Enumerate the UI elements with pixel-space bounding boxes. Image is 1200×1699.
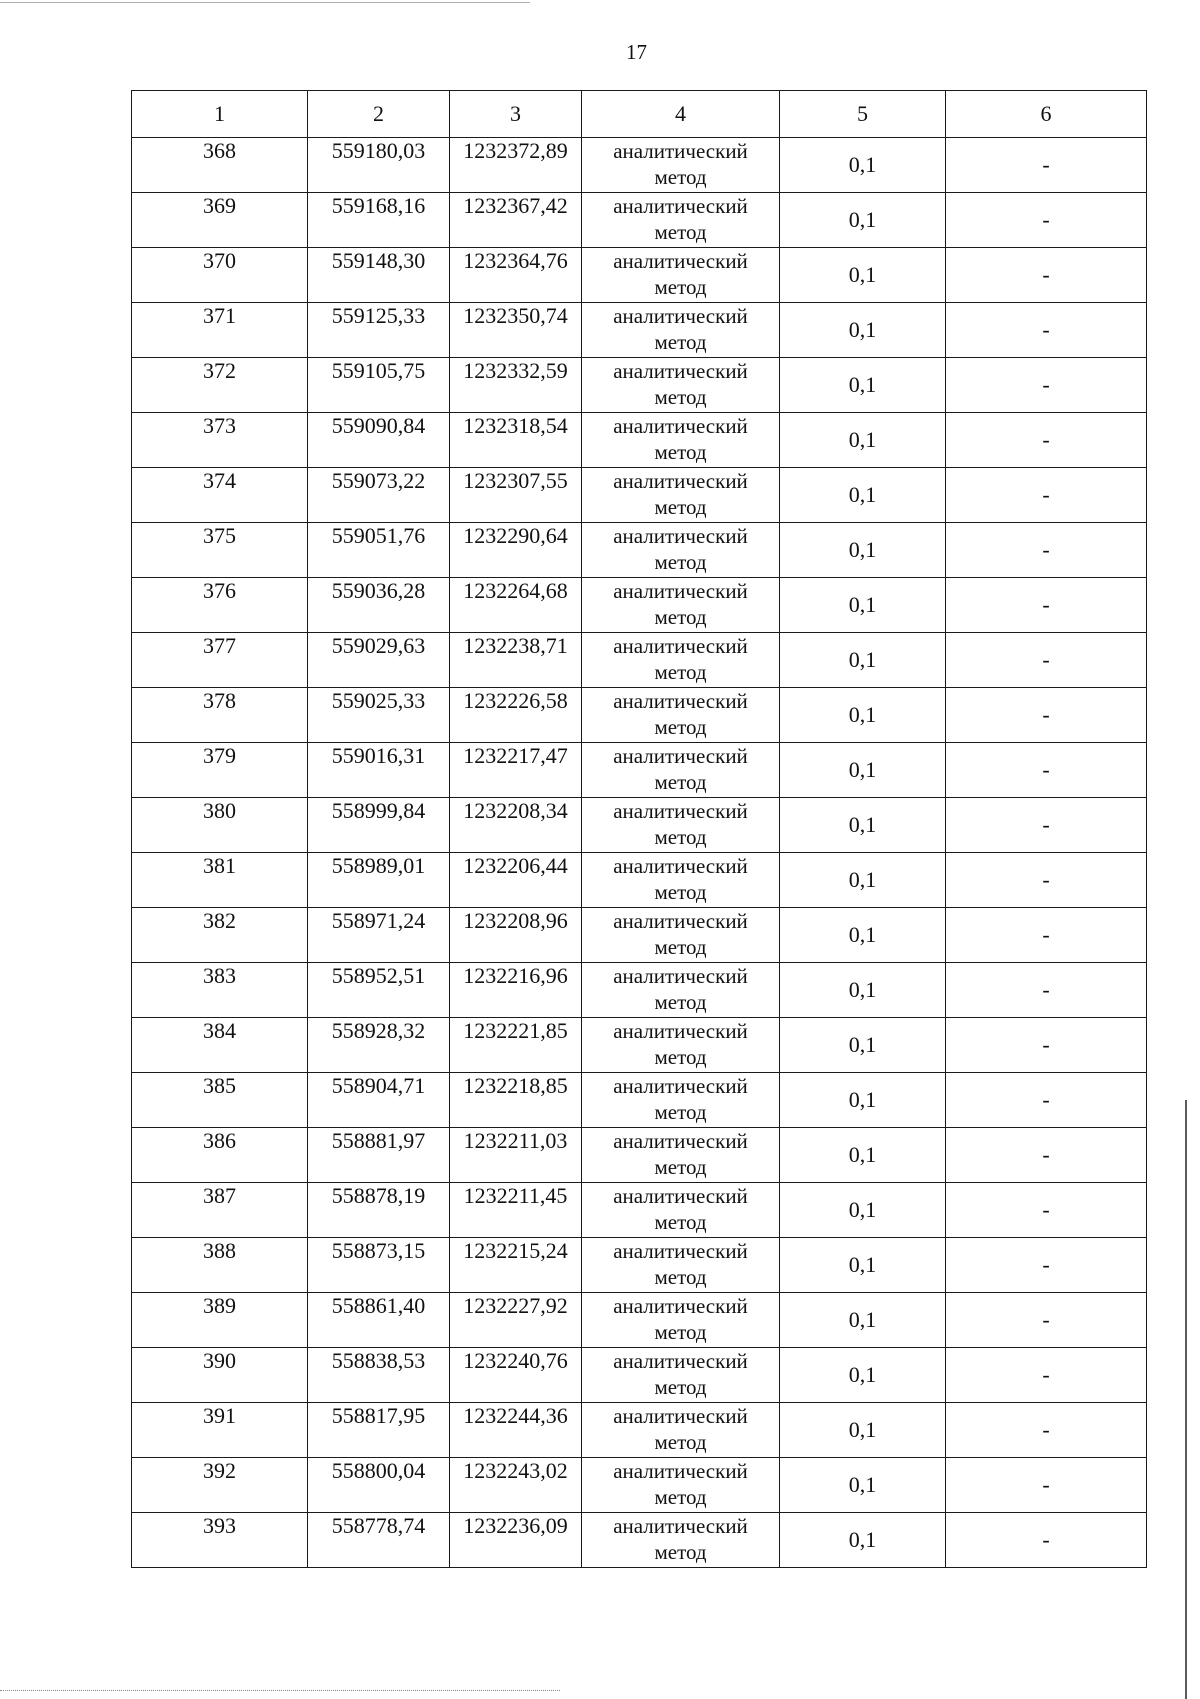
scan-edge-top xyxy=(0,2,530,3)
y-coordinate-cell: 1232243,02 xyxy=(450,1458,582,1513)
method-line-2: метод xyxy=(654,990,707,1014)
table-row xyxy=(132,413,1147,468)
method-line-1: аналитический xyxy=(613,964,748,988)
note-cell: - xyxy=(946,1018,1147,1073)
x-coordinate-cell: 559105,75 xyxy=(308,358,450,413)
method-line-2: метод xyxy=(654,1430,707,1454)
method-line-1: аналитический xyxy=(613,1459,748,1483)
accuracy-cell: 0,1 xyxy=(780,1403,946,1458)
x-coordinate-cell: 559025,33 xyxy=(308,688,450,743)
method-line-1: аналитический xyxy=(613,909,748,933)
note-cell: - xyxy=(946,1183,1147,1238)
method-cell xyxy=(582,248,780,303)
method-line-1: аналитический xyxy=(613,1074,748,1098)
method-line-1: аналитический xyxy=(613,359,748,383)
note-cell: - xyxy=(946,138,1147,193)
method-cell xyxy=(582,963,780,1018)
note-cell: - xyxy=(946,1458,1147,1513)
method-line-2: метод xyxy=(654,935,707,959)
table-row xyxy=(132,303,1147,358)
header-row xyxy=(132,91,1147,138)
method-line-2: метод xyxy=(654,1045,707,1069)
method-line-2: метод xyxy=(654,1320,707,1344)
point-number-cell: 386 xyxy=(132,1128,308,1183)
table-row xyxy=(132,358,1147,413)
x-coordinate-cell: 558971,24 xyxy=(308,908,450,963)
table-row xyxy=(132,1513,1147,1568)
method-line-1: аналитический xyxy=(613,744,748,768)
y-coordinate-cell: 1232208,34 xyxy=(450,798,582,853)
table-row xyxy=(132,248,1147,303)
accuracy-cell: 0,1 xyxy=(780,578,946,633)
accuracy-cell: 0,1 xyxy=(780,1073,946,1128)
point-number-cell: 391 xyxy=(132,1403,308,1458)
note-cell: - xyxy=(946,578,1147,633)
method-line-2: метод xyxy=(654,1265,707,1289)
y-coordinate-cell: 1232307,55 xyxy=(450,468,582,523)
table-row xyxy=(132,523,1147,578)
table-row xyxy=(132,963,1147,1018)
note-cell: - xyxy=(946,633,1147,688)
scan-edge-bottom xyxy=(0,1690,560,1692)
accuracy-cell: 0,1 xyxy=(780,798,946,853)
y-coordinate-cell: 1232211,45 xyxy=(450,1183,582,1238)
y-coordinate-cell: 1232221,85 xyxy=(450,1018,582,1073)
y-coordinate-cell: 1232236,09 xyxy=(450,1513,582,1568)
x-coordinate-cell: 558817,95 xyxy=(308,1403,450,1458)
method-cell xyxy=(582,743,780,798)
method-line-1: аналитический xyxy=(613,1129,748,1153)
accuracy-cell: 0,1 xyxy=(780,908,946,963)
method-line-1: аналитический xyxy=(613,1349,748,1373)
table-body xyxy=(132,138,1147,1568)
method-cell xyxy=(582,193,780,248)
method-line-2: метод xyxy=(654,605,707,629)
note-cell: - xyxy=(946,963,1147,1018)
method-cell xyxy=(582,303,780,358)
accuracy-cell: 0,1 xyxy=(780,1513,946,1568)
method-cell xyxy=(582,1293,780,1348)
accuracy-cell: 0,1 xyxy=(780,633,946,688)
point-number-cell: 387 xyxy=(132,1183,308,1238)
x-coordinate-cell: 558838,53 xyxy=(308,1348,450,1403)
x-coordinate-cell: 559051,76 xyxy=(308,523,450,578)
table-row xyxy=(132,1403,1147,1458)
accuracy-cell: 0,1 xyxy=(780,743,946,798)
accuracy-cell: 0,1 xyxy=(780,1348,946,1403)
point-number-cell: 393 xyxy=(132,1513,308,1568)
note-cell: - xyxy=(946,853,1147,908)
x-coordinate-cell: 558873,15 xyxy=(308,1238,450,1293)
x-coordinate-cell: 559180,03 xyxy=(308,138,450,193)
note-cell: - xyxy=(946,1128,1147,1183)
method-line-1: аналитический xyxy=(613,194,748,218)
y-coordinate-cell: 1232290,64 xyxy=(450,523,582,578)
note-cell: - xyxy=(946,468,1147,523)
method-line-2: метод xyxy=(654,385,707,409)
header-col-6: 6 xyxy=(946,91,1147,138)
method-cell xyxy=(582,908,780,963)
method-cell xyxy=(582,523,780,578)
method-line-2: метод xyxy=(654,660,707,684)
table-row xyxy=(132,908,1147,963)
method-line-2: метод xyxy=(654,165,707,189)
y-coordinate-cell: 1232206,44 xyxy=(450,853,582,908)
table-row xyxy=(132,688,1147,743)
table-row xyxy=(132,578,1147,633)
method-cell xyxy=(582,413,780,468)
method-cell xyxy=(582,1238,780,1293)
x-coordinate-cell: 558952,51 xyxy=(308,963,450,1018)
x-coordinate-cell: 559036,28 xyxy=(308,578,450,633)
point-number-cell: 377 xyxy=(132,633,308,688)
accuracy-cell: 0,1 xyxy=(780,138,946,193)
x-coordinate-cell: 558999,84 xyxy=(308,798,450,853)
point-number-cell: 376 xyxy=(132,578,308,633)
point-number-cell: 373 xyxy=(132,413,308,468)
note-cell: - xyxy=(946,193,1147,248)
x-coordinate-cell: 559168,16 xyxy=(308,193,450,248)
y-coordinate-cell: 1232215,24 xyxy=(450,1238,582,1293)
table-row xyxy=(132,853,1147,908)
method-line-1: аналитический xyxy=(613,634,748,658)
method-line-1: аналитический xyxy=(613,799,748,823)
point-number-cell: 385 xyxy=(132,1073,308,1128)
x-coordinate-cell: 558904,71 xyxy=(308,1073,450,1128)
method-cell xyxy=(582,1513,780,1568)
method-line-1: аналитический xyxy=(613,1294,748,1318)
point-number-cell: 375 xyxy=(132,523,308,578)
note-cell: - xyxy=(946,358,1147,413)
method-line-1: аналитический xyxy=(613,579,748,603)
method-line-2: метод xyxy=(654,275,707,299)
note-cell: - xyxy=(946,908,1147,963)
point-number-cell: 381 xyxy=(132,853,308,908)
note-cell: - xyxy=(946,743,1147,798)
method-cell xyxy=(582,853,780,908)
header-col-3: 3 xyxy=(450,91,582,138)
accuracy-cell: 0,1 xyxy=(780,1293,946,1348)
accuracy-cell: 0,1 xyxy=(780,193,946,248)
accuracy-cell: 0,1 xyxy=(780,413,946,468)
method-line-2: метод xyxy=(654,880,707,904)
method-line-2: метод xyxy=(654,1375,707,1399)
x-coordinate-cell: 558928,32 xyxy=(308,1018,450,1073)
method-line-1: аналитический xyxy=(613,854,748,878)
method-cell xyxy=(582,468,780,523)
note-cell: - xyxy=(946,413,1147,468)
note-cell: - xyxy=(946,1348,1147,1403)
y-coordinate-cell: 1232240,76 xyxy=(450,1348,582,1403)
y-coordinate-cell: 1232318,54 xyxy=(450,413,582,468)
x-coordinate-cell: 558800,04 xyxy=(308,1458,450,1513)
method-cell xyxy=(582,1458,780,1513)
method-line-2: метод xyxy=(654,1210,707,1234)
x-coordinate-cell: 558881,97 xyxy=(308,1128,450,1183)
note-cell: - xyxy=(946,523,1147,578)
method-cell xyxy=(582,633,780,688)
method-line-2: метод xyxy=(654,1155,707,1179)
method-line-1: аналитический xyxy=(613,1184,748,1208)
point-number-cell: 378 xyxy=(132,688,308,743)
y-coordinate-cell: 1232208,96 xyxy=(450,908,582,963)
y-coordinate-cell: 1232350,74 xyxy=(450,303,582,358)
method-line-2: метод xyxy=(654,495,707,519)
method-line-1: аналитический xyxy=(613,249,748,273)
table-row xyxy=(132,1073,1147,1128)
x-coordinate-cell: 559125,33 xyxy=(308,303,450,358)
note-cell: - xyxy=(946,798,1147,853)
note-cell: - xyxy=(946,688,1147,743)
y-coordinate-cell: 1232367,42 xyxy=(450,193,582,248)
point-number-cell: 384 xyxy=(132,1018,308,1073)
method-cell xyxy=(582,1128,780,1183)
header-col-4: 4 xyxy=(582,91,780,138)
table-row xyxy=(132,1128,1147,1183)
method-line-1: аналитический xyxy=(613,414,748,438)
method-cell xyxy=(582,1403,780,1458)
x-coordinate-cell: 558878,19 xyxy=(308,1183,450,1238)
x-coordinate-cell: 559148,30 xyxy=(308,248,450,303)
accuracy-cell: 0,1 xyxy=(780,853,946,908)
point-number-cell: 392 xyxy=(132,1458,308,1513)
method-line-2: метод xyxy=(654,550,707,574)
y-coordinate-cell: 1232218,85 xyxy=(450,1073,582,1128)
point-number-cell: 389 xyxy=(132,1293,308,1348)
method-cell xyxy=(582,138,780,193)
method-cell xyxy=(582,578,780,633)
table-row xyxy=(132,798,1147,853)
point-number-cell: 388 xyxy=(132,1238,308,1293)
table-row xyxy=(132,633,1147,688)
note-cell: - xyxy=(946,1238,1147,1293)
method-cell xyxy=(582,1183,780,1238)
method-cell xyxy=(582,1348,780,1403)
y-coordinate-cell: 1232264,68 xyxy=(450,578,582,633)
method-cell xyxy=(582,798,780,853)
method-line-2: метод xyxy=(654,825,707,849)
method-line-2: метод xyxy=(654,440,707,464)
method-cell xyxy=(582,358,780,413)
page-number: 17 xyxy=(626,40,647,64)
x-coordinate-cell: 559016,31 xyxy=(308,743,450,798)
point-number-cell: 368 xyxy=(132,138,308,193)
method-line-2: метод xyxy=(654,220,707,244)
y-coordinate-cell: 1232372,89 xyxy=(450,138,582,193)
method-line-2: метод xyxy=(654,715,707,739)
y-coordinate-cell: 1232211,03 xyxy=(450,1128,582,1183)
table-row xyxy=(132,138,1147,193)
accuracy-cell: 0,1 xyxy=(780,1018,946,1073)
y-coordinate-cell: 1232227,92 xyxy=(450,1293,582,1348)
point-number-cell: 382 xyxy=(132,908,308,963)
accuracy-cell: 0,1 xyxy=(780,688,946,743)
x-coordinate-cell: 559090,84 xyxy=(308,413,450,468)
point-number-cell: 374 xyxy=(132,468,308,523)
table-row xyxy=(132,1238,1147,1293)
method-line-1: аналитический xyxy=(613,1019,748,1043)
table-row xyxy=(132,1348,1147,1403)
accuracy-cell: 0,1 xyxy=(780,963,946,1018)
x-coordinate-cell: 558989,01 xyxy=(308,853,450,908)
method-cell xyxy=(582,1073,780,1128)
x-coordinate-cell: 558861,40 xyxy=(308,1293,450,1348)
header-col-2: 2 xyxy=(308,91,450,138)
method-cell xyxy=(582,1018,780,1073)
method-line-2: метод xyxy=(654,1485,707,1509)
x-coordinate-cell: 558778,74 xyxy=(308,1513,450,1568)
method-line-1: аналитический xyxy=(613,1404,748,1428)
accuracy-cell: 0,1 xyxy=(780,523,946,578)
coordinates-table xyxy=(131,90,1147,1568)
method-line-1: аналитический xyxy=(613,1239,748,1263)
table-row xyxy=(132,1183,1147,1238)
table-row xyxy=(132,1293,1147,1348)
point-number-cell: 372 xyxy=(132,358,308,413)
note-cell: - xyxy=(946,303,1147,358)
table-header xyxy=(132,91,1147,138)
scan-edge-right xyxy=(1185,1100,1187,1699)
table-row xyxy=(132,1018,1147,1073)
y-coordinate-cell: 1232238,71 xyxy=(450,633,582,688)
note-cell: - xyxy=(946,1513,1147,1568)
x-coordinate-cell: 559029,63 xyxy=(308,633,450,688)
method-line-1: аналитический xyxy=(613,139,748,163)
y-coordinate-cell: 1232216,96 xyxy=(450,963,582,1018)
y-coordinate-cell: 1232364,76 xyxy=(450,248,582,303)
method-line-1: аналитический xyxy=(613,524,748,548)
method-line-2: метод xyxy=(654,330,707,354)
table-row xyxy=(132,468,1147,523)
accuracy-cell: 0,1 xyxy=(780,1128,946,1183)
note-cell: - xyxy=(946,1073,1147,1128)
point-number-cell: 390 xyxy=(132,1348,308,1403)
header-col-5: 5 xyxy=(780,91,946,138)
note-cell: - xyxy=(946,1293,1147,1348)
y-coordinate-cell: 1232217,47 xyxy=(450,743,582,798)
accuracy-cell: 0,1 xyxy=(780,358,946,413)
table-row xyxy=(132,743,1147,798)
point-number-cell: 370 xyxy=(132,248,308,303)
y-coordinate-cell: 1232226,58 xyxy=(450,688,582,743)
accuracy-cell: 0,1 xyxy=(780,1458,946,1513)
method-line-2: метод xyxy=(654,1100,707,1124)
accuracy-cell: 0,1 xyxy=(780,303,946,358)
accuracy-cell: 0,1 xyxy=(780,1238,946,1293)
table-row xyxy=(132,1458,1147,1513)
accuracy-cell: 0,1 xyxy=(780,1183,946,1238)
note-cell: - xyxy=(946,248,1147,303)
method-cell xyxy=(582,688,780,743)
method-line-1: аналитический xyxy=(613,689,748,713)
point-number-cell: 371 xyxy=(132,303,308,358)
point-number-cell: 383 xyxy=(132,963,308,1018)
accuracy-cell: 0,1 xyxy=(780,248,946,303)
method-line-2: метод xyxy=(654,770,707,794)
method-line-1: аналитический xyxy=(613,1514,748,1538)
accuracy-cell: 0,1 xyxy=(780,468,946,523)
point-number-cell: 369 xyxy=(132,193,308,248)
y-coordinate-cell: 1232244,36 xyxy=(450,1403,582,1458)
table-row xyxy=(132,193,1147,248)
point-number-cell: 379 xyxy=(132,743,308,798)
method-line-2: метод xyxy=(654,1540,707,1564)
header-col-1: 1 xyxy=(132,91,308,138)
method-line-1: аналитический xyxy=(613,304,748,328)
method-line-1: аналитический xyxy=(613,469,748,493)
x-coordinate-cell: 559073,22 xyxy=(308,468,450,523)
note-cell: - xyxy=(946,1403,1147,1458)
y-coordinate-cell: 1232332,59 xyxy=(450,358,582,413)
point-number-cell: 380 xyxy=(132,798,308,853)
